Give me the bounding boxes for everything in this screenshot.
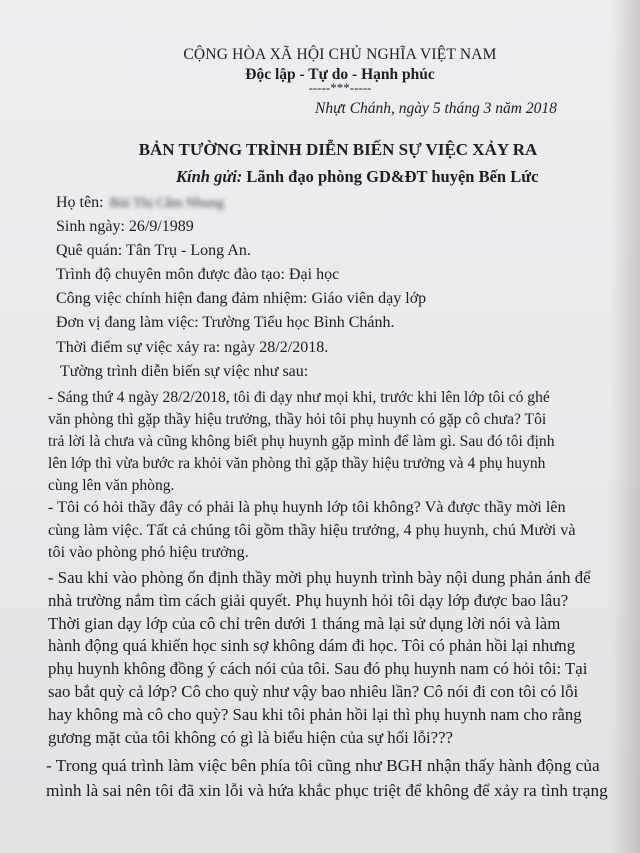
recipient-line: [176, 167, 538, 187]
paragraph-line: Thời gian dạy lớp của cô chỉ trên dưới 1 tháng mà lại sử dụng lời nói và làm: [48, 613, 561, 633]
paragraph-line: - Sáng thứ 4 ngày 28/2/2018, tôi đi dạy như mọi khi, trước khi lên lớp tôi có ghé: [48, 389, 550, 406]
field-dob: Sinh ngày: 26/9/1989: [56, 218, 194, 235]
recipient-prefix: Kính gửi:: [176, 167, 243, 186]
field-workplace: Đơn vị đang làm việc: Trường Tiểu học Bình Chánh.: [56, 314, 395, 331]
document-title: BẢN TƯỜNG TRÌNH DIỄN BIẾN SỰ VIỆC XẢY RA: [138, 140, 538, 159]
paragraph-line: tôi vào phòng phó hiệu trưởng.: [48, 543, 249, 561]
recipient-name: Lãnh đạo phòng GD&ĐT huyện Bến Lức: [246, 167, 539, 186]
national-motto: Độc lập - Tự do - Hạnh phúc: [245, 66, 435, 83]
header-separator: -----***-----: [308, 80, 372, 95]
paragraph-line: sao bắt quỳ cả lớp? Cô cho quỳ như vậy bao nhiêu lần? Cô nói đi con tôi có lỗi: [48, 681, 579, 701]
paragraph-2: [48, 496, 608, 564]
field-hometown: Quê quán: Tân Trụ - Long An.: [56, 242, 251, 259]
paragraph-line: gương mặt của tôi không có gì là biểu hiện của sự hối lỗi???: [48, 727, 454, 747]
national-title: CỘNG HÒA XÃ HỘI CHỦ NGHĨA VIỆT NAM: [183, 46, 497, 63]
paragraph-line: hay không mà cô cho quỳ? Sau khi tôi phản hồi lại thì phụ huynh nam cho rằng: [48, 704, 582, 724]
paragraph-line: lên lớp thì vừa bước ra khỏi văn phòng thì gặp thầy hiệu trưởng và 4 phụ huynh: [48, 455, 546, 472]
paragraph-line: - Sau khi vào phòng ổn định thầy mời phụ huynh trình bày nội dung phản ánh để: [48, 568, 591, 587]
paragraph-line: mình là sai nên tôi đã xin lỗi và hứa khắc phục triệt để không để xảy ra tình trạng: [46, 781, 608, 800]
field-incident-time: Thời điểm sự việc xảy ra: ngày 28/2/2018.: [56, 339, 329, 356]
place-date: Nhựt Chánh, ngày 5 tháng 3 năm 2018: [315, 100, 557, 117]
paragraph-1: [48, 387, 608, 497]
paragraph-line: - Trong quá trình làm việc bên phía tôi cũng như BGH nhận thấy hành động của: [46, 756, 600, 775]
name-label: Họ tên:: [56, 194, 104, 211]
paragraph-4: [46, 753, 606, 803]
paragraph-line: - Tôi có hỏi thầy đây có phải là phụ huynh lớp tôi không? Và được thầy mời lên: [48, 498, 566, 516]
paragraph-line: nhà trường nắm tìm cách giải quyết. Phụ huynh hỏi tôi dạy lớp được bao lâu?: [48, 590, 569, 610]
paragraph-line: trả lời là chưa và cũng không biết phụ huynh gặp mình để làm gì. Sau đó tôi định: [48, 433, 555, 450]
paragraph-line: hành động quá khiến học sinh sợ không dám đi học. Tôi có phản hồi lại nhưng: [48, 636, 576, 656]
intro-line: Tường trình diễn biến sự việc như sau:: [60, 363, 309, 380]
paragraph-line: văn phòng thì gặp thầy hiệu trưởng, thầy hỏi tôi phụ huynh có gặp cô chưa? Tôi: [48, 411, 547, 428]
paragraph-line: cùng làm việc. Tất cả chúng tôi gồm thầy hiệu trưởng, 4 phụ huynh, chú Mười và: [48, 520, 576, 539]
field-education: Trình độ chuyên môn được đào tạo: Đại học: [56, 266, 340, 283]
field-job: Công việc chính hiện đang đảm nhiệm: Giáo viên dạy lớp: [56, 290, 427, 307]
paragraph-3: [48, 567, 608, 749]
name-value-blurred: Bùi Thị Cẩm Nhung: [109, 196, 225, 211]
paragraph-line: phụ huynh không đồng ý cách nói của tôi. Sau đó phụ huynh nam có hỏi tôi: Tại: [48, 659, 588, 679]
field-name: [56, 194, 224, 212]
paragraph-line: cùng lên văn phòng.: [48, 477, 175, 494]
